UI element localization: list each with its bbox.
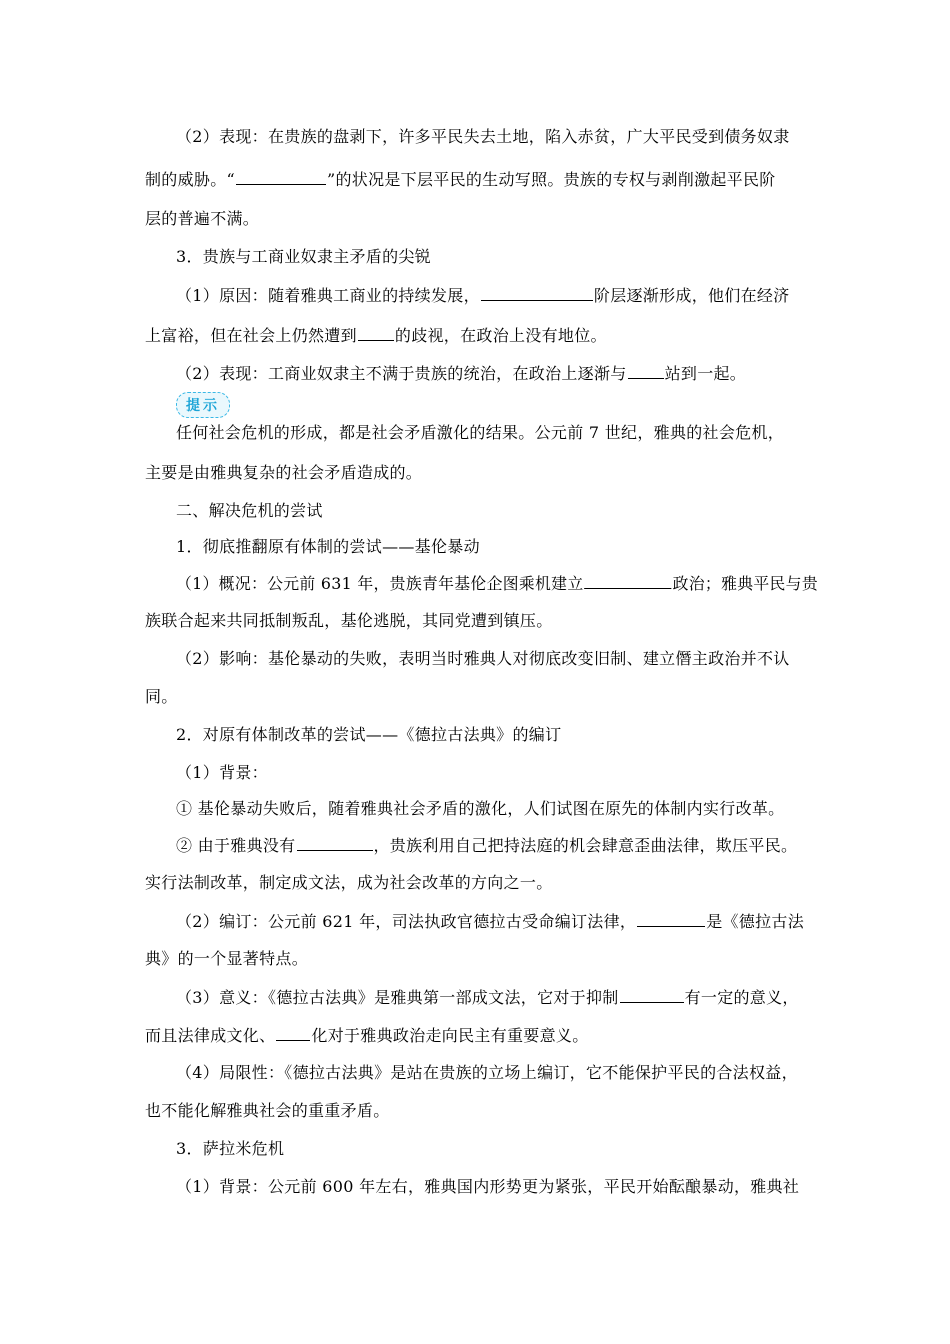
text: ① 基伦暴动失败后，随着雅典社会矛盾的激化，人们试图在原先的体制内实行改革。 <box>176 799 785 818</box>
hint-line <box>176 422 784 444</box>
subsection-heading <box>176 536 480 558</box>
text: （2）表现：工商业奴隶主不满于贵族的统治，在政治上逐渐与 <box>176 364 627 383</box>
paragraph-line <box>176 572 818 595</box>
text: 族联合起来共同抵制叛乱，基伦逃脱，其同党遭到镇压。 <box>145 611 553 630</box>
text: 主要是由雅典复杂的社会矛盾造成的。 <box>145 463 423 482</box>
subsection-heading <box>176 246 431 268</box>
paragraph-line <box>145 610 553 632</box>
hint-label: 提示 <box>186 398 220 414</box>
fill-in-blank[interactable] <box>620 986 684 1003</box>
text: 有一定的意义， <box>684 988 799 1007</box>
fill-in-blank[interactable] <box>481 284 593 301</box>
fill-in-blank[interactable] <box>236 168 326 185</box>
text: 的歧视，在政治上没有地位。 <box>394 326 607 345</box>
fill-in-blank[interactable] <box>637 910 705 927</box>
paragraph-line <box>145 948 308 970</box>
text: 也不能化解雅典社会的重重矛盾。 <box>145 1101 390 1120</box>
text: 而且法律成文化、 <box>145 1026 276 1045</box>
paragraph-line <box>145 686 178 708</box>
paragraph-line <box>176 1176 799 1198</box>
paragraph-line <box>176 762 268 784</box>
paragraph-line <box>145 208 259 230</box>
text: 上富裕，但在社会上仍然遭到 <box>145 326 357 345</box>
text: （1）概况：公元前 631 年，贵族青年基伦企图乘机建立 <box>176 574 584 593</box>
text: 3．贵族与工商业奴隶主矛盾的尖锐 <box>176 247 431 266</box>
paragraph-line <box>176 126 790 148</box>
text: （2）编订：公元前 621 年，司法执政官德拉古受命编订法律， <box>176 912 637 931</box>
fill-in-blank[interactable] <box>276 1024 310 1041</box>
text: （2）影响：基伦暴动的失败，表明当时雅典人对彻底改变旧制、建立僭主政治并不认 <box>176 649 790 668</box>
paragraph-line <box>176 648 790 670</box>
text: 二、解决危机的尝试 <box>176 501 323 520</box>
paragraph-line <box>145 872 553 894</box>
paragraph-line <box>145 168 776 191</box>
paragraph-line <box>176 910 804 933</box>
text: （1）背景：公元前 600 年左右，雅典国内形势更为紧张，平民开始酝酿暴动，雅典社 <box>176 1177 800 1196</box>
fill-in-blank[interactable] <box>584 572 671 589</box>
text: （3）意义：《德拉古法典》是雅典第一部成文法，它对于抑制 <box>176 988 619 1007</box>
text: 是《德拉古法 <box>706 912 805 931</box>
text: 阶层逐渐形成，他们在经济 <box>593 286 790 305</box>
text: 典》的一个显著特点。 <box>145 949 309 968</box>
paragraph-line <box>145 1024 589 1047</box>
fill-in-blank[interactable] <box>297 834 373 851</box>
paragraph-line <box>145 324 607 347</box>
hint-line <box>145 462 422 484</box>
text: 制的威胁。“ <box>145 170 235 189</box>
paragraph-line <box>176 1062 798 1084</box>
subsection-heading <box>176 724 561 746</box>
paragraph-line <box>176 986 799 1009</box>
fill-in-blank[interactable] <box>628 362 664 379</box>
paragraph-line <box>145 1100 390 1122</box>
text: 政治；雅典平民与贵 <box>672 574 818 593</box>
subsection-heading <box>176 1138 284 1160</box>
text: 3．萨拉米危机 <box>176 1139 285 1158</box>
paragraph-line <box>176 798 785 820</box>
text: （1）背景： <box>176 763 268 782</box>
text: 实行法制改革，制定成文法，成为社会改革的方向之一。 <box>145 873 553 892</box>
text: 同。 <box>145 687 178 706</box>
text: 层的普遍不满。 <box>145 209 260 228</box>
text: ”的状况是下层平民的生动写照。贵族的专权与剥削激起平民阶 <box>326 170 776 189</box>
text: 2．对原有体制改革的尝试——《德拉古法典》的编订 <box>176 725 562 744</box>
text: 1．彻底推翻原有体制的尝试——基伦暴动 <box>176 537 480 556</box>
paragraph-line <box>176 362 746 385</box>
paragraph-line <box>176 834 797 857</box>
text: （2）表现：在贵族的盘剥下，许多平民失去土地，陷入赤贫，广大平民受到债务奴隶 <box>176 127 790 146</box>
text: 任何社会危机的形成，都是社会矛盾激化的结果。公元前 7 世纪，雅典的社会危机， <box>176 423 785 442</box>
hint-badge <box>176 392 230 418</box>
text: （4）局限性：《德拉古法典》是站在贵族的立场上编订，它不能保护平民的合法权益， <box>176 1063 798 1082</box>
text: （1）原因：随着雅典工商业的持续发展， <box>176 286 480 305</box>
text: ，贵族利用自己把持法庭的机会肆意歪曲法律，欺压平民。 <box>373 836 798 855</box>
fill-in-blank[interactable] <box>358 324 394 341</box>
paragraph-line <box>176 284 790 307</box>
text: 化对于雅典政治走向民主有重要意义。 <box>311 1026 589 1045</box>
text: ② 由于雅典没有 <box>176 836 296 855</box>
text: 站到一起。 <box>664 364 747 383</box>
section-heading <box>176 500 323 522</box>
